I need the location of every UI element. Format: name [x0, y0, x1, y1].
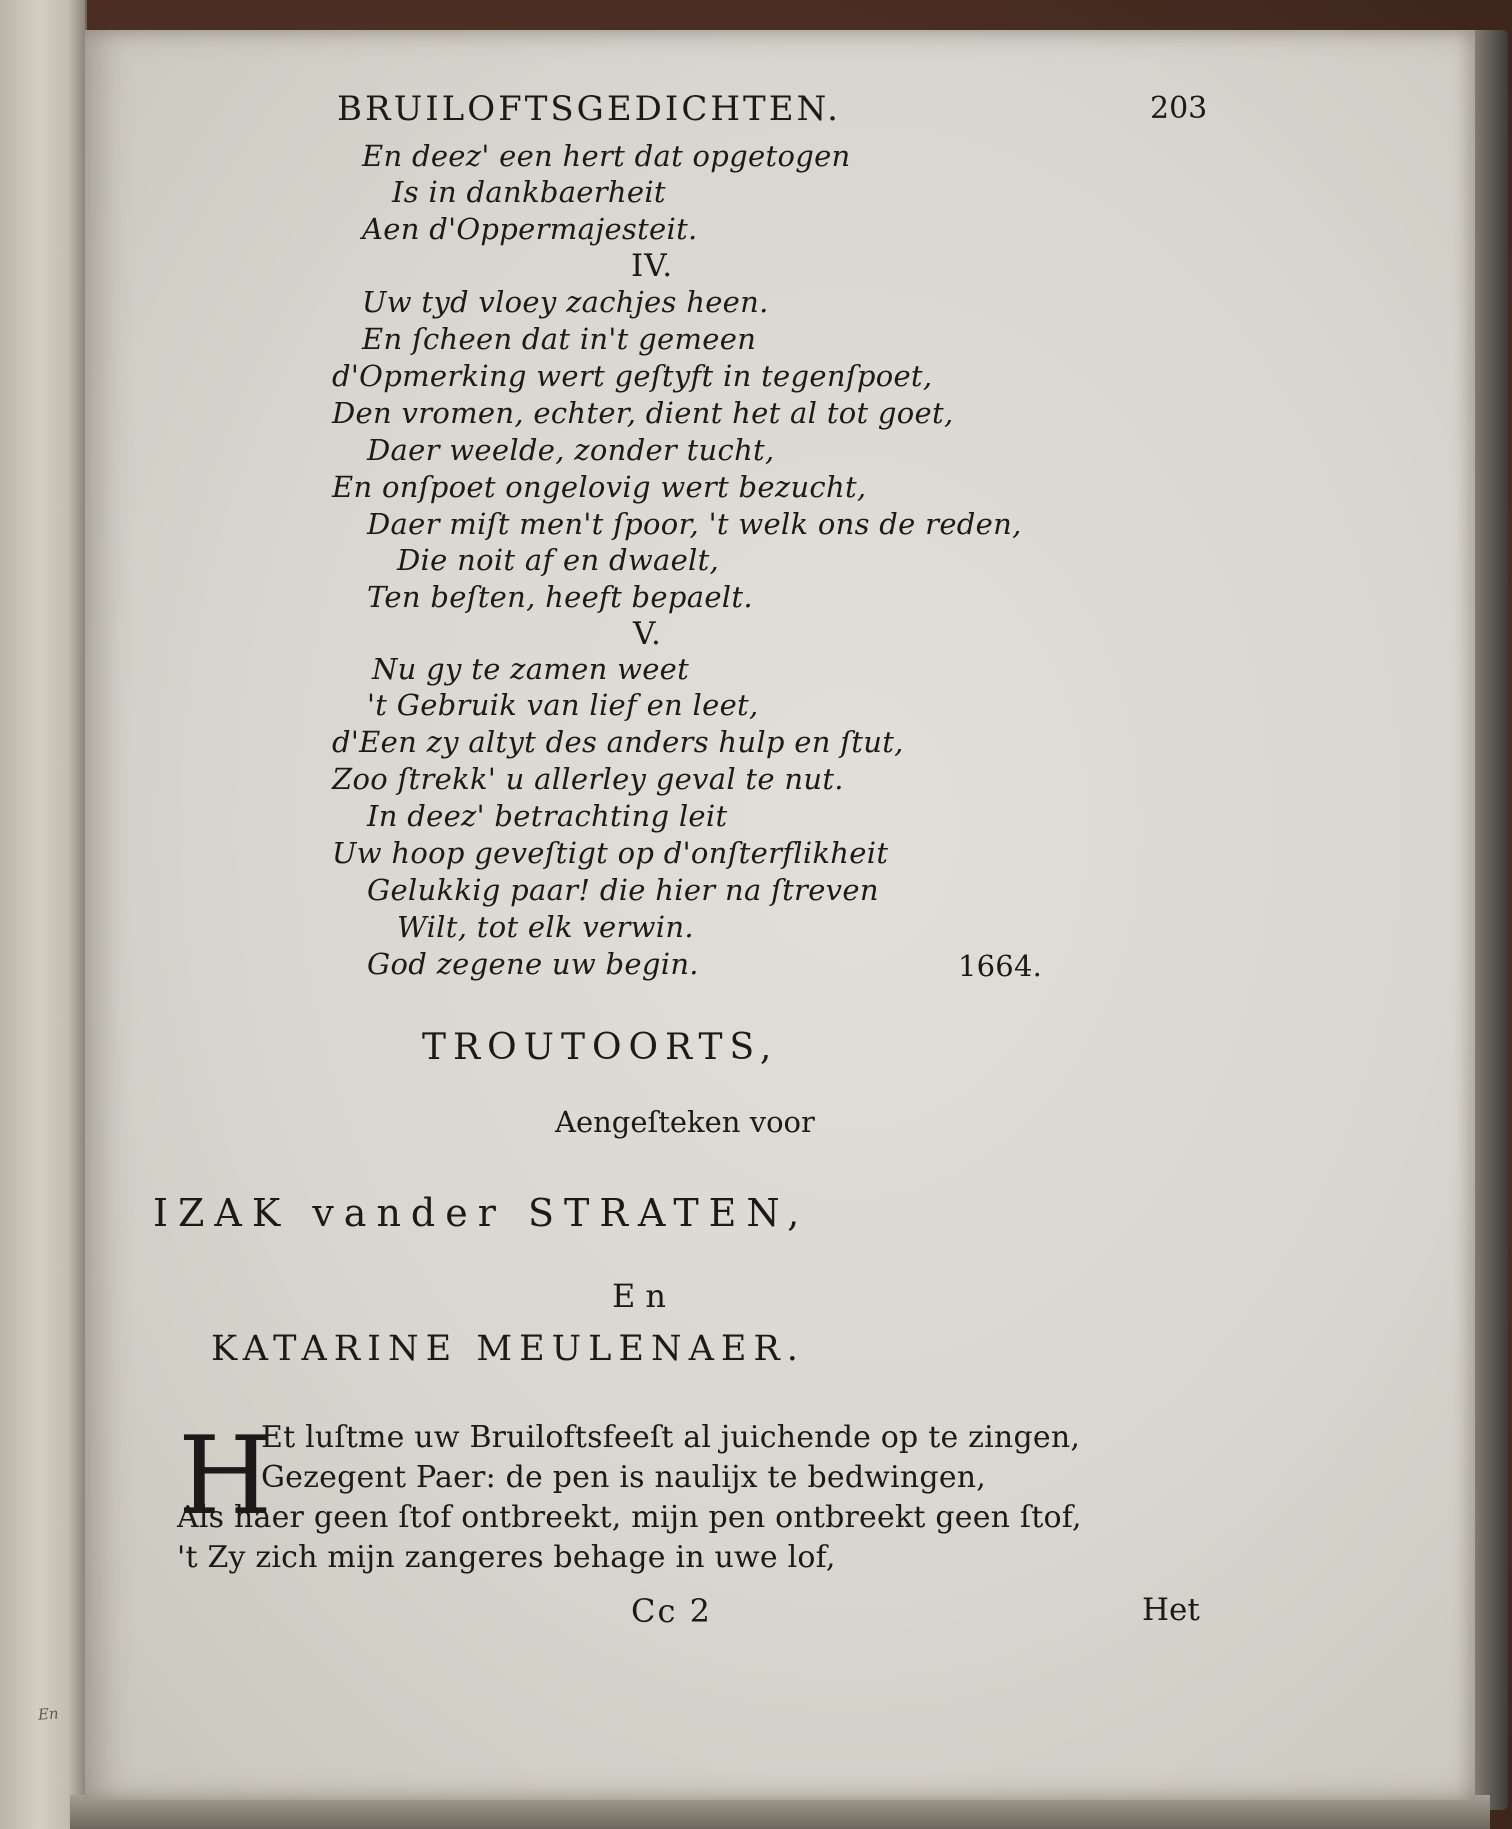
poem-line: d'Een zy altyt des anders hulp en ſtut,: [332, 725, 904, 759]
signature-mark: Cc 2: [631, 1592, 712, 1630]
poem-line: Uw tyd vloey zachjes heen.: [362, 285, 769, 319]
poem-line: In deez' betrachting leit: [367, 799, 728, 833]
poem-line: Die noit af en dwaelt,: [397, 543, 720, 577]
poem-line: Gezegent Paer: de pen is naulijx te bedwingen,: [261, 1460, 987, 1495]
poem-line: Et luſtme uw Bruiloftsfeeſt al juichende op te zingen,: [261, 1420, 1081, 1455]
poem-line: Zoo ſtrekk' u allerley geval te nut.: [332, 762, 844, 796]
poem-line: Aen d'Oppermajesteit.: [362, 212, 698, 246]
poem-line: Gelukkig paar! die hier na ſtreven: [367, 873, 879, 907]
poem-line: Uw hoop geveſtigt op d'onſterflikheit: [332, 836, 889, 870]
catchword: Het: [1142, 1592, 1200, 1628]
poem-line: En ſcheen dat in't gemeen: [362, 322, 757, 356]
conjunction: En: [612, 1277, 676, 1315]
poem-line: Den vromen, echter, dient het al tot goet,: [332, 396, 954, 430]
page-number: 203: [1150, 91, 1208, 126]
poem-line: En deez' een hert dat opgetogen: [362, 139, 851, 173]
book-page: [85, 30, 1475, 1800]
poem-line: 't Zy zich mijn zangeres behage in uwe lof,: [177, 1540, 836, 1575]
drop-cap: H: [178, 1414, 273, 1539]
poem-line: Daer miſt men't ſpoor, 't welk ons de reden,: [367, 507, 1022, 541]
poem-date: 1664.: [958, 949, 1043, 983]
poem-title: TROUTOORTS,: [422, 1027, 779, 1068]
groom-name: IZAK vander STRATEN,: [153, 1191, 810, 1235]
poem-line: Wilt, tot elk verwin.: [397, 910, 694, 944]
left-page-fragment: En: [37, 1704, 60, 1724]
poem-subtitle: Aengeſteken voor: [555, 1105, 815, 1139]
poem-line: Nu gy te zamen weet: [372, 652, 690, 686]
poem-line: Daer weelde, zonder tucht,: [367, 433, 775, 467]
stanza-numeral: IV.: [631, 248, 674, 284]
poem-line: 't Gebruik van lief en leet,: [367, 688, 759, 722]
bride-name: KATARINE MEULENAER.: [211, 1329, 805, 1369]
left-page-edge: [0, 0, 87, 1829]
book-bottom-edge: [70, 1795, 1490, 1829]
poem-line: d'Opmerking wert geſtyft in tegenſpoet,: [332, 359, 933, 393]
poem-line: Als haer geen ſtof ontbreekt, mijn pen ontbreekt geen ſtof,: [177, 1500, 1082, 1535]
running-head: BRUILOFTSGEDICHTEN.: [337, 89, 841, 129]
poem-line: Is in dankbaerheit: [392, 175, 666, 209]
poem-line: Ten beſten, heeft bepaelt.: [367, 580, 753, 614]
poem-line: God zegene uw begin.: [367, 947, 699, 981]
poem-line: En onſpoet ongelovig wert bezucht,: [332, 470, 867, 504]
stanza-numeral: V.: [633, 616, 662, 652]
